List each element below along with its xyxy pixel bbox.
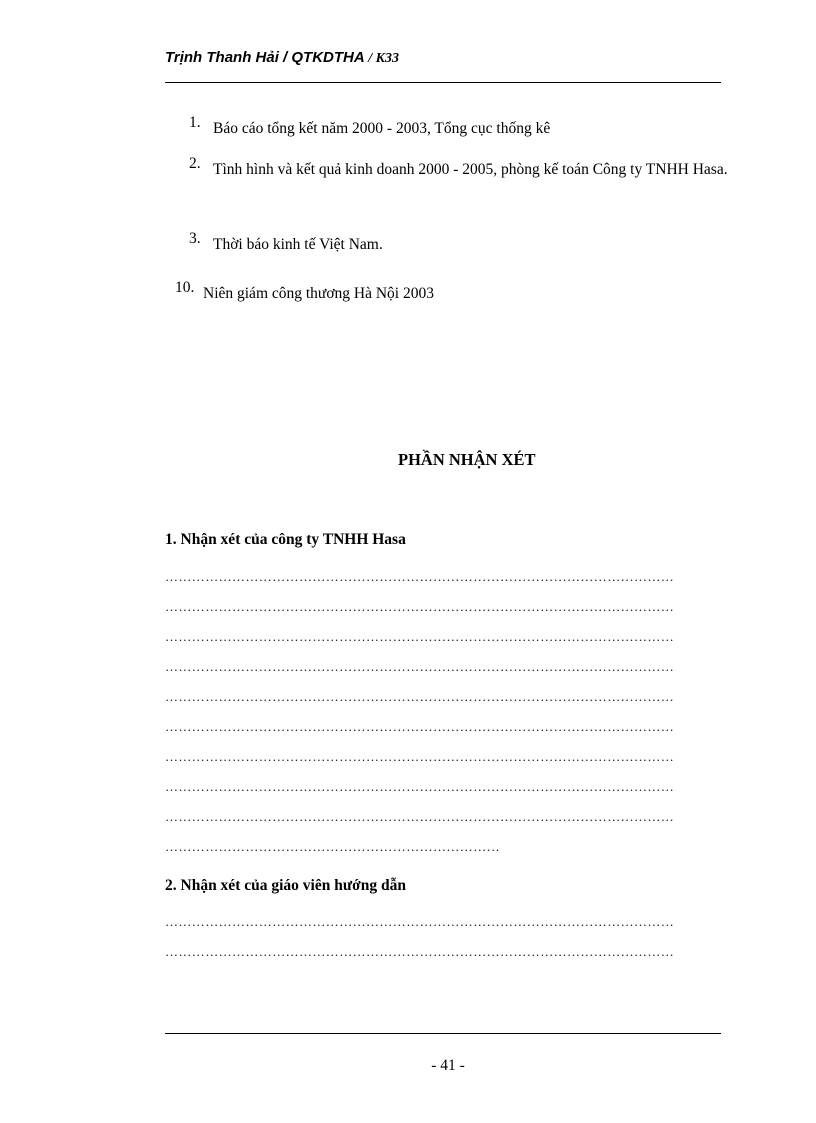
footer-rule <box>165 1033 721 1034</box>
comment-line: …………………………………………………………………………………………………… <box>165 599 675 614</box>
comment-line: …………………………………………………………………………………………………… <box>165 689 675 704</box>
comment-line: …………………………………………………………………………………………………… <box>165 944 675 959</box>
comment-line: …………………………………………………………………………………………………… <box>165 569 675 584</box>
reference-text: Tình hình và kết quả kinh doanh 2000 - 2005, phòng kế toán Công ty TNHH Hasa. <box>213 161 728 178</box>
comment-line: …………………………………………………………………………………………………… <box>165 629 675 644</box>
header-author: Trịnh Thanh Hải / QTKDTHA <box>165 49 365 66</box>
reference-number: 10. <box>175 279 195 296</box>
comment-line: …………………………………………………………………………………………………… <box>165 809 675 824</box>
section-title: PHẦN NHẬN XÉT <box>398 450 536 469</box>
reference-text: Thời báo kinh tế Việt Nam. <box>213 236 383 253</box>
reference-number: 3. <box>189 230 201 247</box>
comment-heading-supervisor: 2. Nhận xét của giáo viên hướng dẫn <box>165 877 406 894</box>
reference-text: Niên giám công thương Hà Nội 2003 <box>203 285 434 302</box>
header-class-tag: / K33 <box>364 51 399 66</box>
comment-line: …………………………………………………………………………………………………… <box>165 749 675 764</box>
reference-number: 1. <box>189 114 201 131</box>
comment-line: ………………………………………………………………… <box>165 839 500 854</box>
comment-line: …………………………………………………………………………………………………… <box>165 659 675 674</box>
comment-line: …………………………………………………………………………………………………… <box>165 914 675 929</box>
comment-line: …………………………………………………………………………………………………… <box>165 779 675 794</box>
reference-text: Báo cáo tổng kết năm 2000 - 2003, Tổng cục thống kê <box>213 120 551 137</box>
header-rule <box>165 82 721 83</box>
page-header <box>165 49 399 67</box>
comment-line: …………………………………………………………………………………………………… <box>165 719 675 734</box>
comment-heading-company: 1. Nhận xét của công ty TNHH Hasa <box>165 531 406 548</box>
page-number: - 41 - <box>431 1057 465 1074</box>
reference-number: 2. <box>189 155 201 172</box>
